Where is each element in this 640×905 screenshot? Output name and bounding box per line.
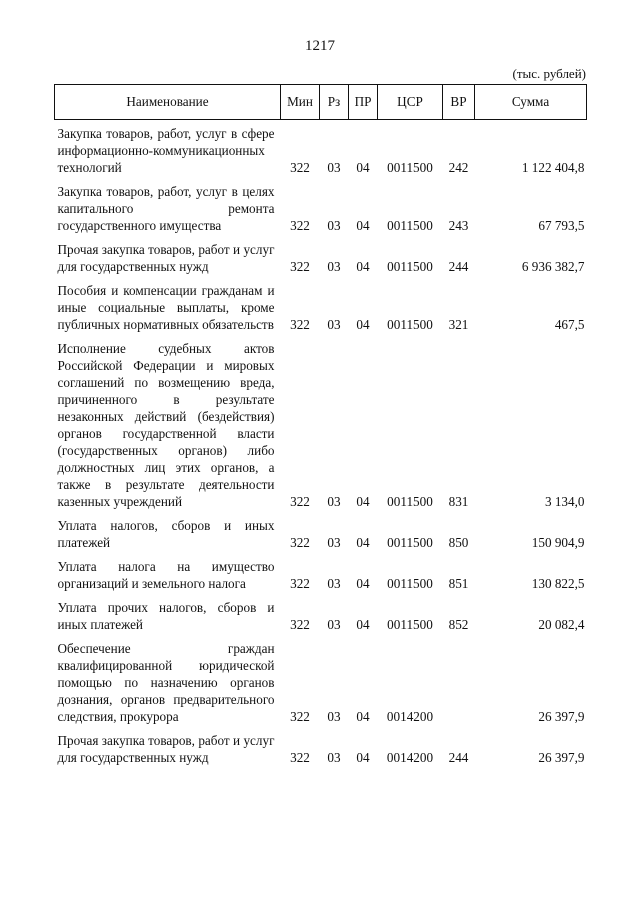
row-name: Исполнение судебных актов Российской Федерации и мировых соглашений по возмещению вреда, причиненного в результате незаконных действий (бездействия) органов государственной власти (государственных органов) либо должностных лиц этих органов, а также в результате деятельности казенных учреждений [57,341,275,509]
row-min: 322 [290,617,310,632]
row-min: 322 [290,494,310,509]
header-min: Мин [281,85,320,120]
row-rz: 03 [327,494,341,509]
row-sum: 67 793,5 [538,218,585,233]
row-pr: 04 [356,160,370,175]
row-sum: 467,5 [554,317,585,332]
table-row [55,594,587,635]
table-row [55,277,587,335]
row-min: 322 [290,218,310,233]
row-pr: 04 [356,317,370,332]
row-name: Уплата налога на имущество организаций и земельного налога [57,559,275,591]
row-rz: 03 [327,259,341,274]
row-pr: 04 [356,576,370,591]
row-sum: 3 134,0 [544,494,585,509]
header-sum: Сумма [475,85,587,120]
row-name: Закупка товаров, работ, услуг в сфере информационно-коммуникационных технологий [57,126,275,175]
row-csr: 0014200 [386,750,434,765]
header-row [55,85,587,120]
row-rz: 03 [327,535,341,550]
row-vr: 244 [448,750,469,765]
row-sum: 26 397,9 [538,750,585,765]
row-pr: 04 [356,709,370,724]
row-csr: 0011500 [387,160,433,175]
row-min: 322 [290,709,310,724]
row-sum: 1 122 404,8 [521,160,585,175]
header-pr: ПР [349,85,378,120]
row-name: Уплата налогов, сборов и иных платежей [57,518,275,550]
header-vr: ВР [443,85,475,120]
row-rz: 03 [327,576,341,591]
row-vr: 243 [448,218,469,233]
row-name: Пособия и компенсации гражданам и иные социальные выплаты, кроме публичных нормативных обязательств [57,283,275,332]
table-row [55,635,587,727]
row-csr: 0011500 [387,218,433,233]
row-name: Закупка товаров, работ, услуг в целях капитального ремонта государственного имущества [57,184,275,233]
row-min: 322 [290,259,310,274]
row-vr: 831 [448,494,469,509]
row-vr: 852 [448,617,469,632]
page-number: 1217 [305,38,335,54]
row-vr: 242 [448,160,469,175]
row-pr: 04 [356,535,370,550]
table-row [55,178,587,236]
row-vr: 851 [448,576,469,591]
row-sum: 26 397,9 [538,709,585,724]
row-rz: 03 [327,218,341,233]
row-name: Прочая закупка товаров, работ и услуг для государственных нужд [57,242,275,274]
row-csr: 0011500 [387,317,433,332]
row-name: Уплата прочих налогов, сборов и иных платежей [57,600,275,632]
row-pr: 04 [356,494,370,509]
row-csr: 0011500 [387,617,433,632]
row-min: 322 [290,576,310,591]
row-rz: 03 [327,160,341,175]
row-pr: 04 [356,259,370,274]
row-min: 322 [290,160,310,175]
row-vr: 244 [448,259,469,274]
row-min: 322 [290,535,310,550]
row-vr: 321 [448,317,469,332]
row-min: 322 [290,317,310,332]
row-pr: 04 [356,617,370,632]
row-vr [443,635,475,727]
row-rz: 03 [327,317,341,332]
row-rz: 03 [327,709,341,724]
row-rz: 03 [327,750,341,765]
row-rz: 03 [327,617,341,632]
table-row [55,120,587,179]
row-sum: 150 904,9 [531,535,585,550]
budget-table [54,84,587,768]
row-csr: 0011500 [387,535,433,550]
row-vr: 850 [448,535,469,550]
header-name: Наименование [55,85,281,120]
row-name: Прочая закупка товаров, работ и услуг для государственных нужд [57,733,275,765]
row-csr: 0011500 [387,259,433,274]
units-label: (тыс. рублей) [512,66,586,81]
row-pr: 04 [356,750,370,765]
row-sum: 130 822,5 [531,576,585,591]
row-pr: 04 [356,218,370,233]
table-row [55,335,587,512]
row-csr: 0014200 [386,709,434,724]
row-min: 322 [290,750,310,765]
row-csr: 0011500 [387,494,433,509]
table-row [55,236,587,277]
table-row [55,727,587,768]
header-csr: ЦСР [378,85,443,120]
row-sum: 6 936 382,7 [521,259,585,274]
table-row [55,553,587,594]
row-sum: 20 082,4 [538,617,585,632]
row-name: Обеспечение граждан квалифицированной юридической помощью по назначению органов дознания, органов предварительного следствия, прокурора [57,641,275,724]
table-row [55,512,587,553]
row-csr: 0011500 [387,576,433,591]
header-rz: Рз [320,85,349,120]
